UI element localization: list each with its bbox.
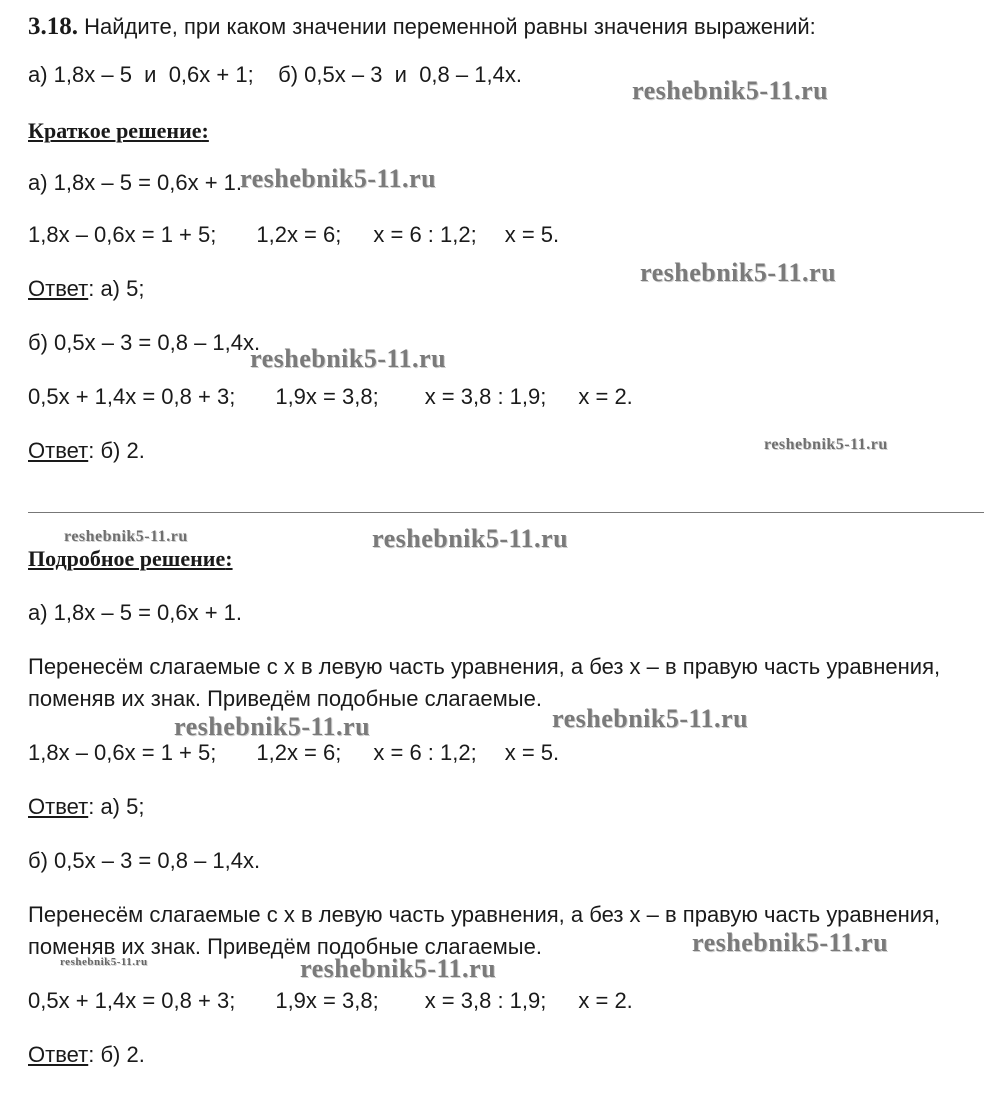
step: x = 2.: [578, 384, 633, 409]
problem-statement: [28, 14, 816, 40]
watermark: reshebnik5-11.ru: [632, 76, 829, 105]
step: 1,2x = 6;: [256, 222, 342, 247]
short-b-steps: [28, 384, 633, 410]
step: x = 6 : 1,2;: [373, 222, 477, 247]
step: 0,5x + 1,4x = 0,8 + 3;: [28, 988, 236, 1013]
answer-value: : б) 2.: [88, 1042, 145, 1067]
detailed-a-answer: [28, 794, 144, 820]
watermark: reshebnik5-11.ru: [692, 928, 889, 957]
detailed-a-steps: [28, 740, 559, 766]
step: 1,8x – 0,6x = 1 + 5;: [28, 740, 217, 765]
step: x = 5.: [504, 222, 560, 247]
step: 0,5x + 1,4x = 0,8 + 3;: [28, 384, 236, 409]
problem-text: Найдите, при каком значении переменной равны значения выражений:: [84, 14, 816, 39]
answer-label: Ответ: [28, 438, 89, 463]
detailed-b-steps: [28, 988, 633, 1014]
watermark: reshebnik5-11.ru: [300, 954, 497, 983]
problem-number: 3.18.: [28, 13, 78, 40]
detailed-a-equation: а) 1,8x – 5 = 0,6x + 1.: [28, 600, 243, 625]
watermark: reshebnik5-11.ru: [640, 258, 837, 287]
watermark: reshebnik5-11.ru: [60, 956, 148, 968]
step: x = 3,8 : 1,9;: [424, 988, 547, 1013]
step: x = 5.: [504, 740, 560, 765]
short-a-equation: а) 1,8x – 5 = 0,6x + 1.: [28, 170, 243, 195]
detailed-solution-heading: Подробное решение:: [28, 546, 233, 571]
step: x = 2.: [578, 988, 633, 1013]
step: x = 6 : 1,2;: [373, 740, 477, 765]
answer-label: Ответ: [28, 1042, 89, 1067]
step: 1,2x = 6;: [256, 740, 342, 765]
step: 1,9x = 3,8;: [275, 384, 379, 409]
short-a-answer: [28, 276, 144, 302]
watermark: reshebnik5-11.ru: [552, 704, 749, 733]
detailed-b-text-1: Перенесём слагаемые с x в левую часть уравнения, а без x – в правую часть уравнения,: [28, 902, 941, 927]
watermark: reshebnik5-11.ru: [240, 164, 437, 193]
answer-label: Ответ: [28, 276, 89, 301]
watermark: reshebnik5-11.ru: [64, 528, 188, 545]
detailed-b-equation: б) 0,5x – 3 = 0,8 – 1,4x.: [28, 848, 261, 873]
answer-value: : б) 2.: [88, 438, 145, 463]
step: 1,8x – 0,6x = 1 + 5;: [28, 222, 217, 247]
detailed-a-text-1: Перенесём слагаемые с x в левую часть уравнения, а без x – в правую часть уравнения,: [28, 654, 941, 679]
watermark: reshebnik5-11.ru: [372, 524, 569, 553]
problem-parts: а) 1,8x – 5 и 0,6x + 1; б) 0,5x – 3 и 0,8 – 1,4x.: [28, 62, 522, 87]
detailed-b-text-2: поменяв их знак. Приведём подобные слагаемые.: [28, 934, 542, 959]
section-divider: [28, 512, 984, 513]
short-b-answer: [28, 438, 145, 464]
short-solution-heading: Краткое решение:: [28, 118, 209, 143]
watermark: reshebnik5-11.ru: [250, 344, 447, 373]
watermark: reshebnik5-11.ru: [764, 436, 888, 453]
step: x = 3,8 : 1,9;: [424, 384, 547, 409]
watermark: reshebnik5-11.ru: [174, 712, 371, 741]
detailed-b-answer: [28, 1042, 145, 1068]
answer-label: Ответ: [28, 794, 89, 819]
short-b-equation: б) 0,5x – 3 = 0,8 – 1,4x.: [28, 330, 261, 355]
detailed-a-text-2: поменяв их знак. Приведём подобные слагаемые.: [28, 686, 542, 711]
answer-value: : а) 5;: [88, 276, 145, 301]
step: 1,9x = 3,8;: [275, 988, 379, 1013]
short-a-steps: [28, 222, 559, 248]
answer-value: : а) 5;: [88, 794, 145, 819]
